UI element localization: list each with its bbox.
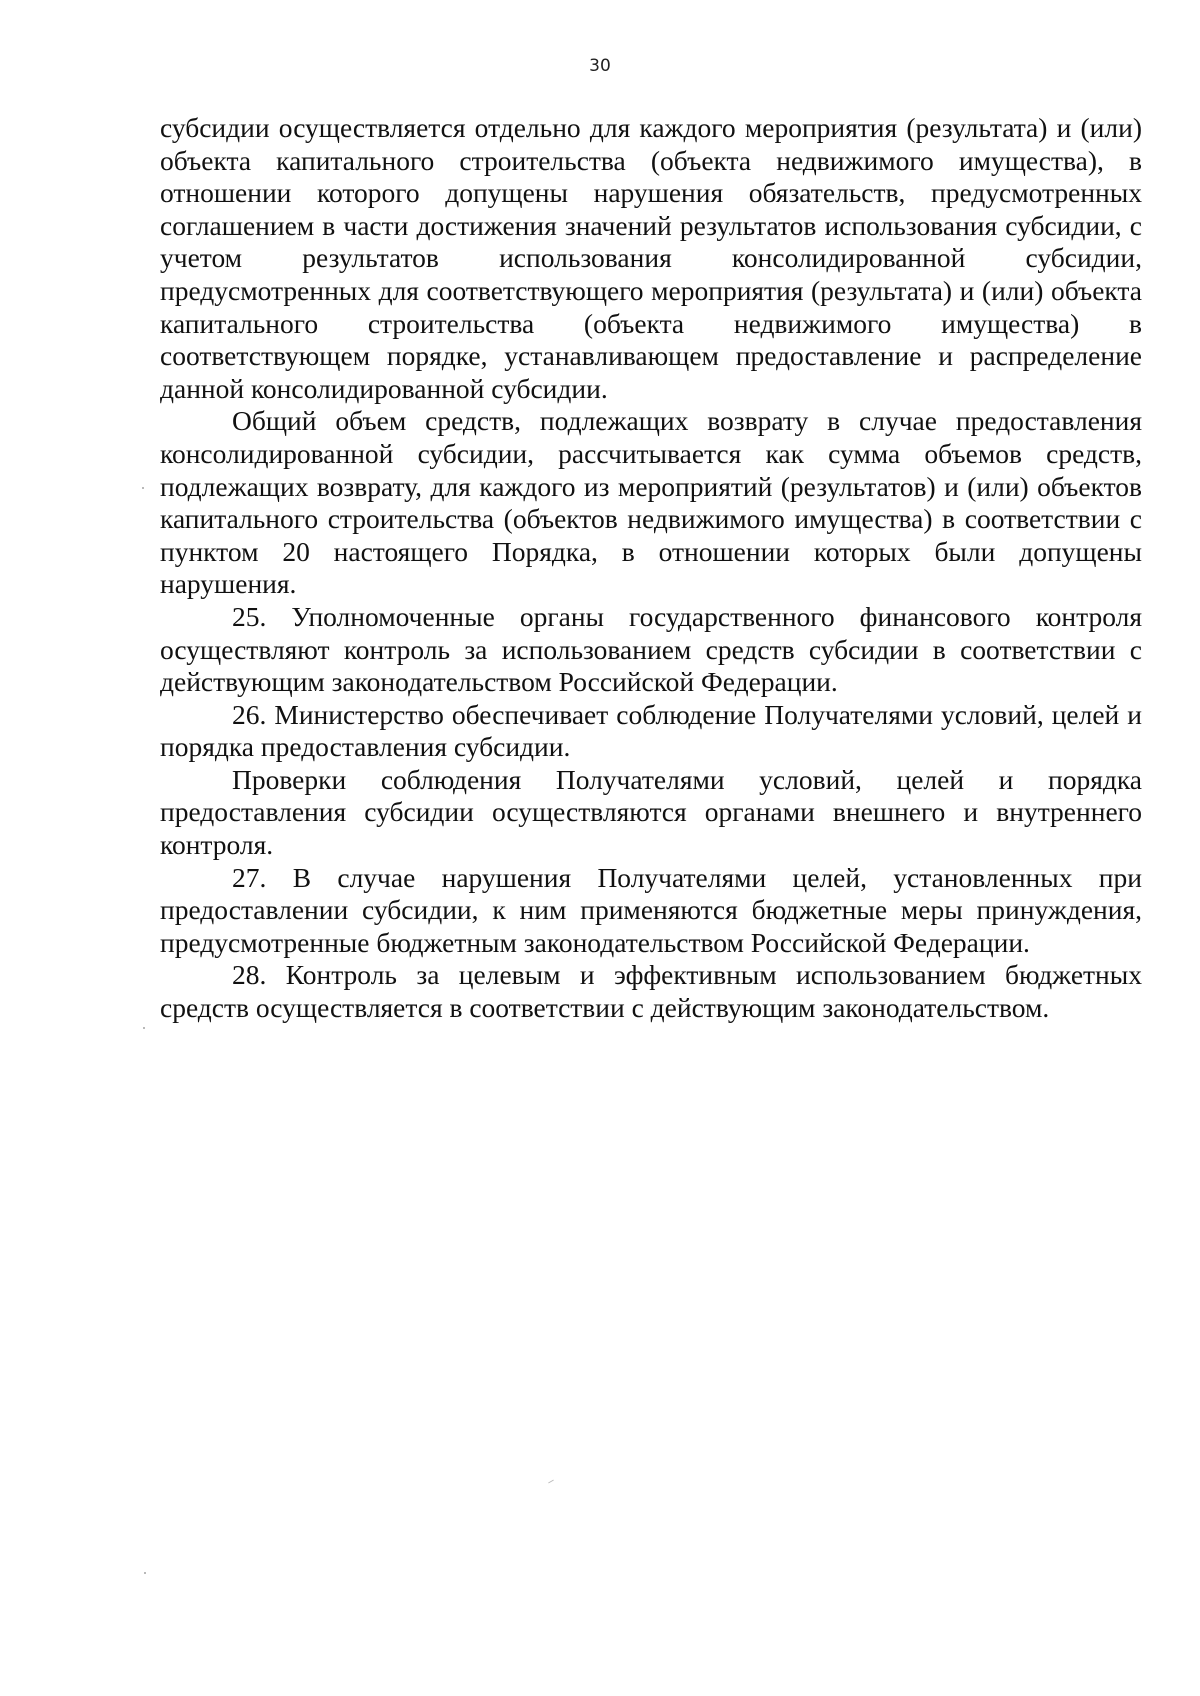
paragraph-item-26: 26. Министерство обеспечивает соблюдение Получателями условий, целей и порядка предоставления субсидии. xyxy=(160,698,1142,763)
document-body xyxy=(160,112,1142,1025)
scan-speck xyxy=(144,1572,146,1574)
scan-speck xyxy=(142,487,144,489)
paragraph-item-27: 27. В случае нарушения Получателями целей, установленных при предоставлении субсидии, к ним применяются бюджетные меры принуждения, предусмотренные бюджетным законодательством Российской Федерации. xyxy=(160,861,1142,958)
paragraph-item-28: 28. Контроль за целевым и эффективным использованием бюджетных средств осуществляется в соответствии с действующим законодательством. xyxy=(160,959,1142,1024)
paragraph-item-25: 25. Уполномоченные органы государственного финансового контроля осуществляют контроль за использованием средств субсидии в соответствии с действующим законодательством Российской Федерации. xyxy=(160,600,1142,698)
paragraph-continuation: субсидии осуществляется отдельно для каждого мероприятия (результата) и (или) объекта капитального строительства (объекта недвижимого имущества), в отношении которого допущены нарушения обязательств, предусмотренных соглашением в части достижения значений результатов использования субсидии, с учетом результатов использования консолидированной субсидии, предусмотренных для соответствующего мероприятия (результата) и (или) объекта капитального строительства (объекта недвижимого имущества) в соответствующем порядке, устанавливающем предоставление и распределение данной консолидированной субсидии. xyxy=(160,112,1142,404)
paragraph-inspections: Проверки соблюдения Получателями условий, целей и порядка предоставления субсидии осуществляются органами внешнего и внутреннего контроля. xyxy=(160,763,1142,861)
scan-speck xyxy=(548,1480,554,1484)
scan-speck xyxy=(143,1027,145,1029)
paragraph-total-return-volume: Общий объем средств, подлежащих возврату в случае предоставления консолидированной субсидии, рассчитывается как сумма объемов средств, подлежащих возврату, для каждого из мероприятий (результатов) и (или) объектов капитального строительства (объектов недвижимого имущества) в соответствии с пунктом 20 настоящего Порядка, в отношении которых были допущены нарушения. xyxy=(160,405,1142,600)
page-number: 30 xyxy=(589,56,611,76)
